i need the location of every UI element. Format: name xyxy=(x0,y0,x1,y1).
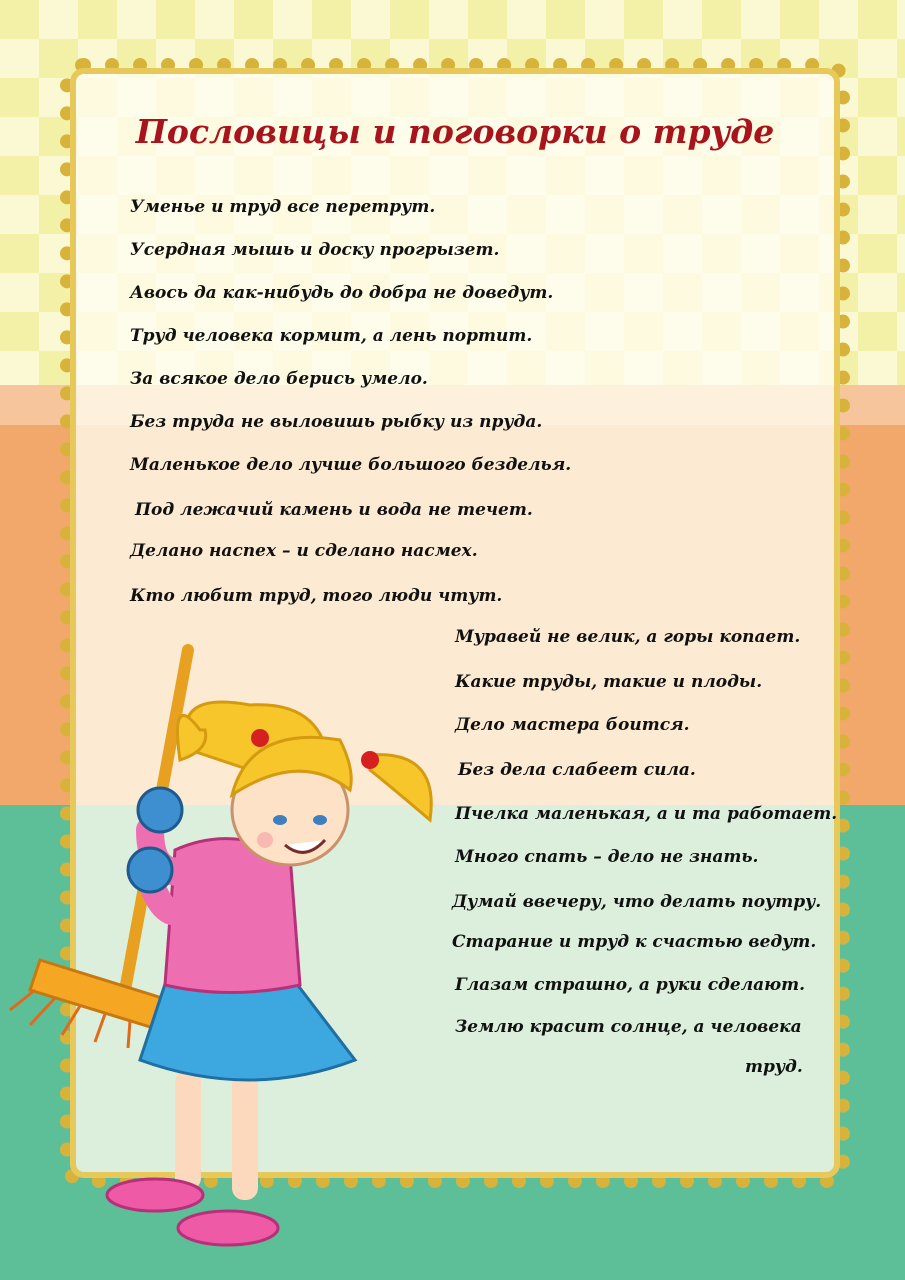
right-shoe xyxy=(178,1211,278,1245)
proverb-line: Под лежачий камень и вода не течет. xyxy=(135,500,533,520)
cheek xyxy=(257,832,273,848)
left-glove xyxy=(138,788,182,832)
girl-with-broom-illustration xyxy=(0,630,460,1270)
proverb-line: Старание и труд к счастью ведут. xyxy=(452,932,817,952)
page-title: Пословицы и поговорки о труде xyxy=(135,112,775,151)
proverb-line: Делано наспех – и сделано насмех. xyxy=(130,541,478,561)
right-eye xyxy=(313,815,327,825)
proverb-line: Авось да как-нибудь до добра не доведут. xyxy=(130,283,554,303)
proverb-line: Без труда не выловишь рыбку из пруда. xyxy=(130,412,543,432)
left-eye xyxy=(273,815,287,825)
right-leg xyxy=(232,1070,258,1200)
proverb-line: Уменье и труд все перетрут. xyxy=(130,197,436,217)
proverb-line: Без дела слабеет сила. xyxy=(458,760,696,780)
proverb-line: труд. xyxy=(745,1057,803,1077)
left-leg xyxy=(175,1070,201,1190)
proverb-line: Маленькое дело лучше большого безделья. xyxy=(130,455,572,475)
proverb-line: Муравей не велик, а горы копает. xyxy=(455,627,801,647)
proverb-line: Дело мастера боится. xyxy=(455,715,690,735)
left-shoe xyxy=(107,1179,203,1211)
proverb-line: За всякое дело берись умело. xyxy=(130,369,428,389)
left-hair-tie xyxy=(251,729,269,747)
proverb-line: Глазам страшно, а руки сделают. xyxy=(455,975,806,995)
proverb-line: Кто любит труд, того люди чтут. xyxy=(130,586,503,606)
right-hair-tie xyxy=(361,751,379,769)
proverb-line: Какие труды, такие и плоды. xyxy=(455,672,763,692)
proverb-line: Усердная мышь и доску прогрызет. xyxy=(130,240,500,260)
proverb-line: Пчелка маленькая, а и та работает. xyxy=(455,804,838,824)
proverb-line: Много спать – дело не знать. xyxy=(455,847,759,867)
proverb-line: Труд человека кормит, а лень портит. xyxy=(130,326,533,346)
right-pigtail xyxy=(370,755,431,820)
proverb-line: Думай ввечеру, что делать поутру. xyxy=(452,892,822,912)
proverb-line: Землю красит солнце, а человека xyxy=(455,1017,802,1037)
right-glove xyxy=(128,848,172,892)
